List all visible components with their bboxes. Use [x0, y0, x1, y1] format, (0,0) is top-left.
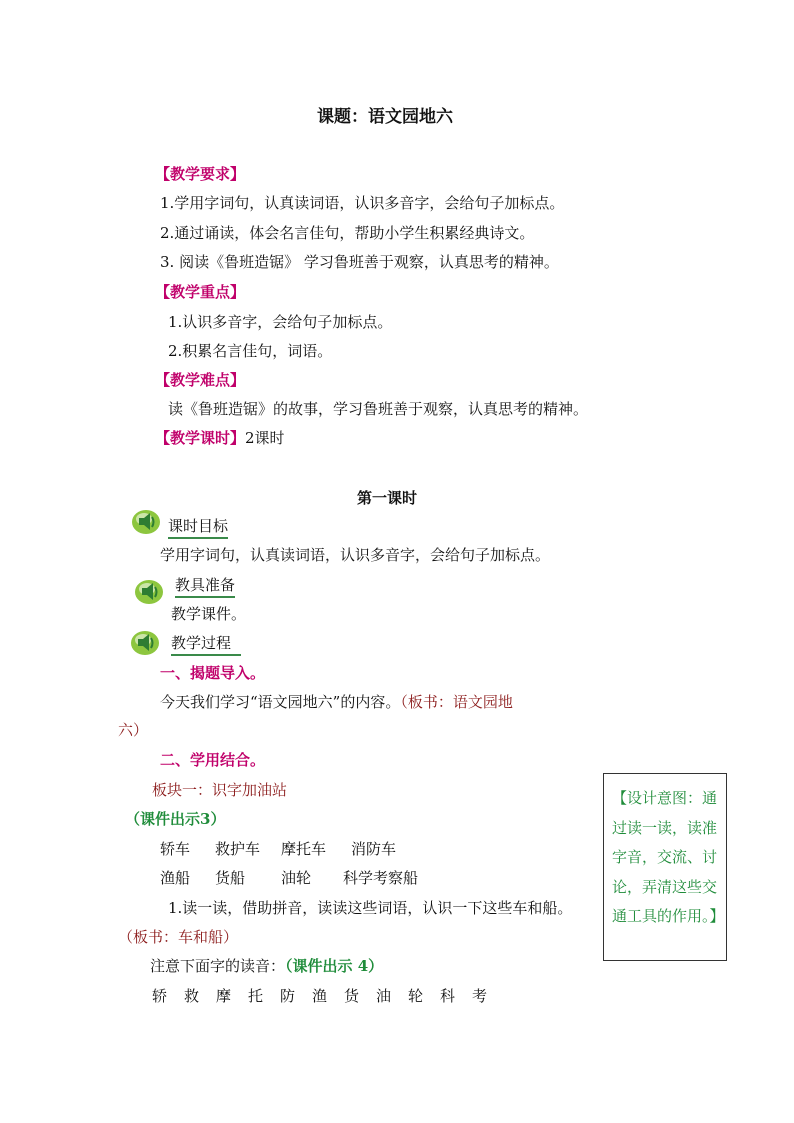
board-vehicles: （板书：车和船） — [118, 928, 239, 946]
char-item: 轮 — [408, 987, 424, 1005]
char-item: 货 — [344, 987, 360, 1005]
requirement-item-1: 1.学用字词句，认真读词语，认识多音字，会给句子加标点。 — [160, 194, 565, 212]
note-text: 注意下面字的读音： — [150, 957, 286, 975]
part1-intro: 今天我们学习“语文园地六”的内容。 — [160, 693, 401, 711]
courseware-3: （课件出示3） — [125, 810, 226, 828]
key-point-item-2: 2.积累名言佳句，词语。 — [168, 342, 333, 360]
requirement-item-3: 3. 阅读《鲁班造锯》 学习鲁班善于观察，认真思考的精神。 — [160, 253, 559, 271]
vessel-word: 科学考察船 — [343, 869, 419, 887]
char-item: 油 — [376, 987, 392, 1005]
vehicle-word: 摩托车 — [281, 840, 327, 858]
vehicle-word: 消防车 — [351, 840, 397, 858]
part1-text — [160, 691, 513, 712]
design-intent-box: 【设计意图：通过读一读，读准字音，交流、讨论，弄清这些交通工具的作用。】 — [603, 773, 727, 961]
speaker-icon — [134, 576, 164, 606]
hours-value: 2课时 — [245, 429, 285, 447]
vessel-word: 油轮 — [281, 869, 312, 887]
hours-line — [155, 427, 285, 448]
vessel-word: 渔船 — [160, 869, 191, 887]
part1-heading: 一、揭题导入。 — [160, 664, 266, 682]
char-item: 渔 — [312, 987, 328, 1005]
speaker-icon — [130, 627, 160, 657]
char-item: 摩 — [216, 987, 232, 1005]
process-heading: 教学过程 — [171, 632, 241, 656]
difficulty-label: 【教学难点】 — [155, 371, 246, 389]
page-title: 课题：语文园地六 — [317, 107, 453, 127]
speaker-icon — [131, 506, 161, 536]
vessel-word: 货船 — [215, 869, 246, 887]
key-points-label: 【教学重点】 — [155, 283, 246, 301]
read-instruction: 1.读一读，借助拼音，读读这些词语，认识一下这些车和船。 — [168, 899, 573, 917]
requirement-item-2: 2.通过诵读，体会名言佳句，帮助小学生积累经典诗文。 — [160, 224, 535, 242]
char-item: 考 — [472, 987, 488, 1005]
part1-board: （板书：语文园地 — [400, 693, 513, 711]
part2-heading: 二、学用结合。 — [160, 751, 266, 769]
char-item: 科 — [440, 987, 456, 1005]
pronunciation-note — [150, 955, 383, 976]
requirements-label: 【教学要求】 — [155, 165, 246, 183]
vehicle-word: 救护车 — [215, 840, 261, 858]
block-label: 板块一：识字加油站 — [152, 781, 288, 799]
hours-label: 【教学课时】 — [155, 429, 246, 447]
difficulty-text: 读《鲁班造锯》的故事，学习鲁班善于观察，认真思考的精神。 — [168, 400, 589, 418]
key-point-item-1: 1.认识多音字，会给句子加标点。 — [168, 313, 393, 331]
char-item: 托 — [248, 987, 264, 1005]
goal-text: 学用字词句，认真读词语，认识多音字，会给句子加标点。 — [160, 546, 551, 564]
goal-heading: 课时目标 — [168, 515, 228, 539]
char-item: 救 — [184, 987, 200, 1005]
vehicle-word: 轿车 — [160, 840, 191, 858]
prep-heading: 教具准备 — [175, 574, 235, 598]
courseware-4: （课件出示 4） — [285, 957, 384, 975]
prep-text: 教学课件。 — [171, 605, 247, 623]
lesson-title: 第一课时 — [357, 489, 418, 507]
char-item: 轿 — [152, 987, 168, 1005]
part1-board-end: 六） — [118, 721, 149, 739]
char-item: 防 — [280, 987, 296, 1005]
char-list — [152, 985, 504, 1006]
